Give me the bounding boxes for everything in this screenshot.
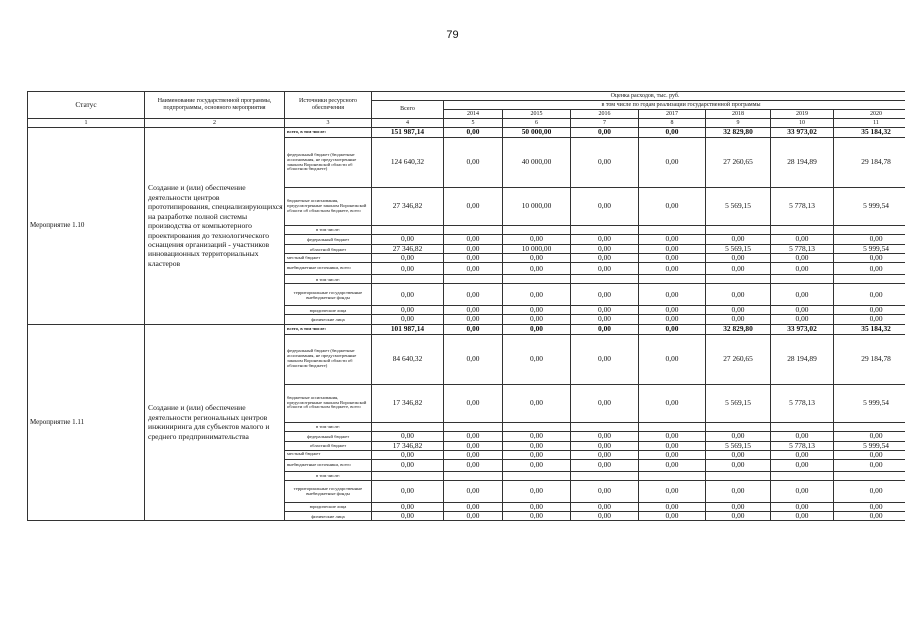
row-value: 0,00 — [372, 263, 444, 275]
row-value: 0,00 — [503, 324, 571, 334]
row-value: 5 778,13 — [771, 384, 834, 422]
row-value: 17 346,82 — [372, 441, 444, 450]
row-value: 0,00 — [639, 480, 706, 502]
header-name: Наименование государственной программы, подпрограммы, основного мероприятия — [145, 92, 285, 119]
row-source: всего, в том числе: — [285, 128, 372, 138]
row-value: 50 000,00 — [503, 128, 571, 138]
row-value: 0,00 — [444, 480, 503, 502]
row-value: 0,00 — [503, 502, 571, 511]
row-value: 0,00 — [571, 245, 639, 254]
col-number: 4 — [372, 119, 444, 128]
row-value: 0,00 — [444, 254, 503, 263]
row-value: 0,00 — [834, 459, 905, 471]
row-source: физические лица — [285, 511, 372, 520]
row-value: 0,00 — [771, 284, 834, 306]
row-value — [372, 471, 444, 480]
row-value: 0,00 — [503, 284, 571, 306]
row-value: 0,00 — [571, 263, 639, 275]
row-value: 0,00 — [771, 511, 834, 520]
row-value: 84 640,32 — [372, 334, 444, 384]
row-value: 0,00 — [444, 324, 503, 334]
row-value — [372, 422, 444, 431]
row-value: 0,00 — [571, 188, 639, 226]
row-value — [503, 226, 571, 235]
header-year: 2020 — [834, 110, 905, 119]
row-value: 0,00 — [834, 450, 905, 459]
row-value: 0,00 — [639, 511, 706, 520]
row-value — [444, 422, 503, 431]
row-value: 0,00 — [444, 138, 503, 188]
header-year: 2015 — [503, 110, 571, 119]
row-source: в том числе: — [285, 422, 372, 431]
row-value — [639, 471, 706, 480]
row-value: 0,00 — [834, 511, 905, 520]
row-value: 0,00 — [444, 188, 503, 226]
row-value: 0,00 — [444, 450, 503, 459]
row-value: 0,00 — [706, 450, 771, 459]
row-value — [372, 226, 444, 235]
row-value — [706, 275, 771, 284]
row-value: 0,00 — [571, 128, 639, 138]
row-value: 0,00 — [372, 431, 444, 441]
row-value: 0,00 — [706, 306, 771, 315]
row-value: 0,00 — [571, 306, 639, 315]
row-value: 0,00 — [444, 511, 503, 520]
row-source: юридические лица — [285, 502, 372, 511]
row-value — [571, 226, 639, 235]
row-value: 32 829,80 — [706, 128, 771, 138]
row-value: 0,00 — [834, 306, 905, 315]
row-value: 0,00 — [639, 263, 706, 275]
table-row — [28, 324, 905, 334]
row-value: 0,00 — [372, 480, 444, 502]
row-value: 10 000,00 — [503, 245, 571, 254]
row-value: 0,00 — [444, 128, 503, 138]
row-value — [771, 471, 834, 480]
row-value: 0,00 — [503, 384, 571, 422]
row-value: 10 000,00 — [503, 188, 571, 226]
row-value — [834, 471, 905, 480]
row-source: территориальные государственные внебюджетные фонды — [285, 480, 372, 502]
row-value — [771, 275, 834, 284]
row-value: 0,00 — [771, 450, 834, 459]
row-value: 0,00 — [503, 235, 571, 245]
row-value: 0,00 — [503, 254, 571, 263]
row-value: 0,00 — [639, 235, 706, 245]
row-value: 28 194,89 — [771, 138, 834, 188]
row-value: 0,00 — [706, 511, 771, 520]
row-source: физические лица — [285, 315, 372, 324]
row-value: 5 999,54 — [834, 441, 905, 450]
row-source: внебюджетные источники, всего — [285, 263, 372, 275]
row-value: 0,00 — [771, 315, 834, 324]
row-value: 0,00 — [444, 459, 503, 471]
page-number: 79 — [446, 29, 459, 41]
row-value: 0,00 — [372, 315, 444, 324]
row-value — [834, 226, 905, 235]
row-value — [503, 422, 571, 431]
row-source: внебюджетные источники, всего — [285, 459, 372, 471]
row-value: 33 973,02 — [771, 128, 834, 138]
row-value: 0,00 — [571, 334, 639, 384]
row-value: 0,00 — [571, 284, 639, 306]
row-value: 0,00 — [706, 431, 771, 441]
row-value — [503, 275, 571, 284]
header-year: 2017 — [639, 110, 706, 119]
row-value — [834, 422, 905, 431]
row-value: 124 640,32 — [372, 138, 444, 188]
row-source: областной бюджет — [285, 245, 372, 254]
row-value: 5 569,15 — [706, 384, 771, 422]
row-value: 0,00 — [834, 315, 905, 324]
row-value: 0,00 — [503, 459, 571, 471]
row-value: 27 346,82 — [372, 188, 444, 226]
row-value — [444, 471, 503, 480]
row-value: 40 000,00 — [503, 138, 571, 188]
row-value: 0,00 — [706, 315, 771, 324]
header-sources: Источники ресурсного обеспечения — [285, 92, 372, 119]
row-value: 0,00 — [706, 284, 771, 306]
row-source: федеральный бюджет (бюджетные ассигнования, не предусмотренные законом Воронежской области об областном бюджете) — [285, 334, 372, 384]
row-value: 0,00 — [571, 450, 639, 459]
row-status: Мероприятие 1.10 — [28, 128, 145, 325]
row-value: 0,00 — [706, 254, 771, 263]
row-value: 28 194,89 — [771, 334, 834, 384]
row-value: 29 184,78 — [834, 138, 905, 188]
row-value: 0,00 — [571, 324, 639, 334]
row-status: Мероприятие 1.11 — [28, 324, 145, 521]
row-value: 35 184,32 — [834, 324, 905, 334]
row-value: 0,00 — [444, 284, 503, 306]
row-value — [706, 422, 771, 431]
row-source: федеральный бюджет (бюджетные ассигнования, не предусмотренные законом Воронежской области об областном бюджете) — [285, 138, 372, 188]
row-value: 0,00 — [503, 263, 571, 275]
row-value: 0,00 — [372, 284, 444, 306]
row-value: 0,00 — [834, 254, 905, 263]
row-value: 5 778,13 — [771, 245, 834, 254]
row-value: 5 569,15 — [706, 245, 771, 254]
row-value: 101 987,14 — [372, 324, 444, 334]
row-value: 0,00 — [639, 459, 706, 471]
row-value: 0,00 — [639, 188, 706, 226]
header-status: Статус — [28, 92, 145, 119]
row-value — [771, 422, 834, 431]
row-source: областной бюджет — [285, 441, 372, 450]
row-value: 0,00 — [503, 480, 571, 502]
row-value: 0,00 — [571, 459, 639, 471]
row-value: 0,00 — [372, 235, 444, 245]
row-value: 0,00 — [639, 324, 706, 334]
row-value: 0,00 — [571, 431, 639, 441]
row-value: 35 184,32 — [834, 128, 905, 138]
col-number: 2 — [145, 119, 285, 128]
row-value: 0,00 — [503, 511, 571, 520]
row-value: 0,00 — [444, 441, 503, 450]
row-value: 0,00 — [639, 431, 706, 441]
col-number: 8 — [639, 119, 706, 128]
row-value: 0,00 — [771, 502, 834, 511]
row-value: 0,00 — [372, 511, 444, 520]
row-value: 27 260,65 — [706, 138, 771, 188]
row-value: 0,00 — [444, 334, 503, 384]
row-value: 0,00 — [372, 502, 444, 511]
col-number: 9 — [706, 119, 771, 128]
col-number: 7 — [571, 119, 639, 128]
row-value: 0,00 — [503, 431, 571, 441]
header-year: 2018 — [706, 110, 771, 119]
row-value: 0,00 — [639, 441, 706, 450]
row-value: 27 260,65 — [706, 334, 771, 384]
row-value: 0,00 — [503, 306, 571, 315]
row-value: 5 778,13 — [771, 441, 834, 450]
row-value: 0,00 — [372, 450, 444, 459]
row-value: 0,00 — [639, 384, 706, 422]
row-value: 0,00 — [444, 431, 503, 441]
row-value: 0,00 — [706, 263, 771, 275]
col-number: 11 — [834, 119, 905, 128]
row-value: 0,00 — [444, 502, 503, 511]
row-value: 5 999,54 — [834, 384, 905, 422]
row-value: 0,00 — [834, 235, 905, 245]
row-value — [372, 275, 444, 284]
row-value — [571, 275, 639, 284]
row-value: 0,00 — [771, 263, 834, 275]
row-value: 0,00 — [571, 441, 639, 450]
row-value: 5 999,54 — [834, 245, 905, 254]
expenses-table — [27, 91, 905, 521]
col-number: 10 — [771, 119, 834, 128]
row-value: 0,00 — [503, 315, 571, 324]
row-value: 0,00 — [571, 315, 639, 324]
row-source: в том числе: — [285, 471, 372, 480]
row-value: 0,00 — [639, 306, 706, 315]
row-source: местный бюджет — [285, 254, 372, 263]
row-value: 0,00 — [571, 235, 639, 245]
row-value: 151 987,14 — [372, 128, 444, 138]
row-value: 5 778,13 — [771, 188, 834, 226]
row-value: 0,00 — [771, 254, 834, 263]
row-value — [639, 422, 706, 431]
header-year: 2014 — [444, 110, 503, 119]
row-value: 0,00 — [571, 502, 639, 511]
table-row — [28, 128, 905, 138]
row-value: 0,00 — [444, 235, 503, 245]
row-value: 0,00 — [372, 459, 444, 471]
row-value: 0,00 — [834, 480, 905, 502]
row-source: бюджетные ассигнования, предусмотренные законом Воронежской области об областном бюджете, всего — [285, 188, 372, 226]
row-value: 0,00 — [706, 502, 771, 511]
row-value: 0,00 — [834, 284, 905, 306]
header-estimate: Оценка расходов, тыс. руб. — [372, 92, 905, 101]
row-value — [771, 226, 834, 235]
row-source: юридические лица — [285, 306, 372, 315]
row-value: 0,00 — [639, 284, 706, 306]
row-source: в том числе: — [285, 275, 372, 284]
header-year: 2016 — [571, 110, 639, 119]
row-value: 0,00 — [571, 254, 639, 263]
row-value: 0,00 — [834, 431, 905, 441]
row-value: 33 973,02 — [771, 324, 834, 334]
col-number: 1 — [28, 119, 145, 128]
row-value: 32 829,80 — [706, 324, 771, 334]
row-source: в том числе: — [285, 226, 372, 235]
row-value: 0,00 — [444, 384, 503, 422]
row-value: 0,00 — [503, 441, 571, 450]
row-value — [571, 422, 639, 431]
row-value: 5 999,54 — [834, 188, 905, 226]
row-source: территориальные государственные внебюджетные фонды — [285, 284, 372, 306]
row-value — [834, 275, 905, 284]
col-number: 6 — [503, 119, 571, 128]
row-value: 0,00 — [571, 480, 639, 502]
row-source: бюджетные ассигнования, предусмотренные законом Воронежской области об областном бюджете, всего — [285, 384, 372, 422]
row-value: 0,00 — [771, 459, 834, 471]
row-value: 0,00 — [571, 511, 639, 520]
row-value: 0,00 — [503, 334, 571, 384]
row-value: 29 184,78 — [834, 334, 905, 384]
col-number: 3 — [285, 119, 372, 128]
header-by-years: в том числе по годам реализации государственной программы — [444, 101, 905, 110]
row-value: 0,00 — [639, 502, 706, 511]
row-value — [706, 471, 771, 480]
row-value: 0,00 — [444, 245, 503, 254]
col-number: 5 — [444, 119, 503, 128]
row-value — [706, 226, 771, 235]
row-value: 0,00 — [706, 459, 771, 471]
row-value: 0,00 — [444, 263, 503, 275]
row-value — [444, 226, 503, 235]
row-value: 0,00 — [372, 254, 444, 263]
row-source: федеральный бюджет — [285, 235, 372, 245]
row-value: 0,00 — [503, 450, 571, 459]
row-value — [444, 275, 503, 284]
header-year: 2019 — [771, 110, 834, 119]
row-value: 0,00 — [639, 450, 706, 459]
row-value: 0,00 — [706, 235, 771, 245]
row-value: 0,00 — [639, 138, 706, 188]
row-value: 27 346,82 — [372, 245, 444, 254]
row-value: 5 569,15 — [706, 441, 771, 450]
row-value: 0,00 — [444, 306, 503, 315]
row-value: 0,00 — [639, 245, 706, 254]
row-measure-name: Создание и (или) обеспечение деятельности центров прототипирования, специализирующихся на разработке полной системы производства от компьютерного проектирования до технологического оснащения организаций - участников инновационных территориальных кластеров — [145, 128, 285, 325]
row-value: 0,00 — [771, 480, 834, 502]
row-value: 0,00 — [771, 235, 834, 245]
row-value: 0,00 — [571, 384, 639, 422]
row-value — [639, 275, 706, 284]
row-value: 0,00 — [639, 334, 706, 384]
row-value — [571, 471, 639, 480]
row-value: 0,00 — [771, 306, 834, 315]
row-source: всего, в том числе: — [285, 324, 372, 334]
row-value — [639, 226, 706, 235]
row-measure-name: Создание и (или) обеспечение деятельности региональных центров инжиниринга для субъектов малого и среднего предпринимательства — [145, 324, 285, 521]
row-value: 0,00 — [834, 263, 905, 275]
row-value: 0,00 — [771, 431, 834, 441]
row-source: местный бюджет — [285, 450, 372, 459]
row-value: 5 569,15 — [706, 188, 771, 226]
row-value: 0,00 — [444, 315, 503, 324]
row-value: 0,00 — [639, 315, 706, 324]
row-value: 0,00 — [706, 480, 771, 502]
row-value: 0,00 — [639, 254, 706, 263]
row-value — [503, 471, 571, 480]
row-value: 17 346,82 — [372, 384, 444, 422]
row-value: 0,00 — [834, 502, 905, 511]
row-value: 0,00 — [372, 306, 444, 315]
header-total: Всего — [372, 101, 444, 119]
row-value: 0,00 — [571, 138, 639, 188]
row-value: 0,00 — [639, 128, 706, 138]
row-source: федеральный бюджет — [285, 431, 372, 441]
